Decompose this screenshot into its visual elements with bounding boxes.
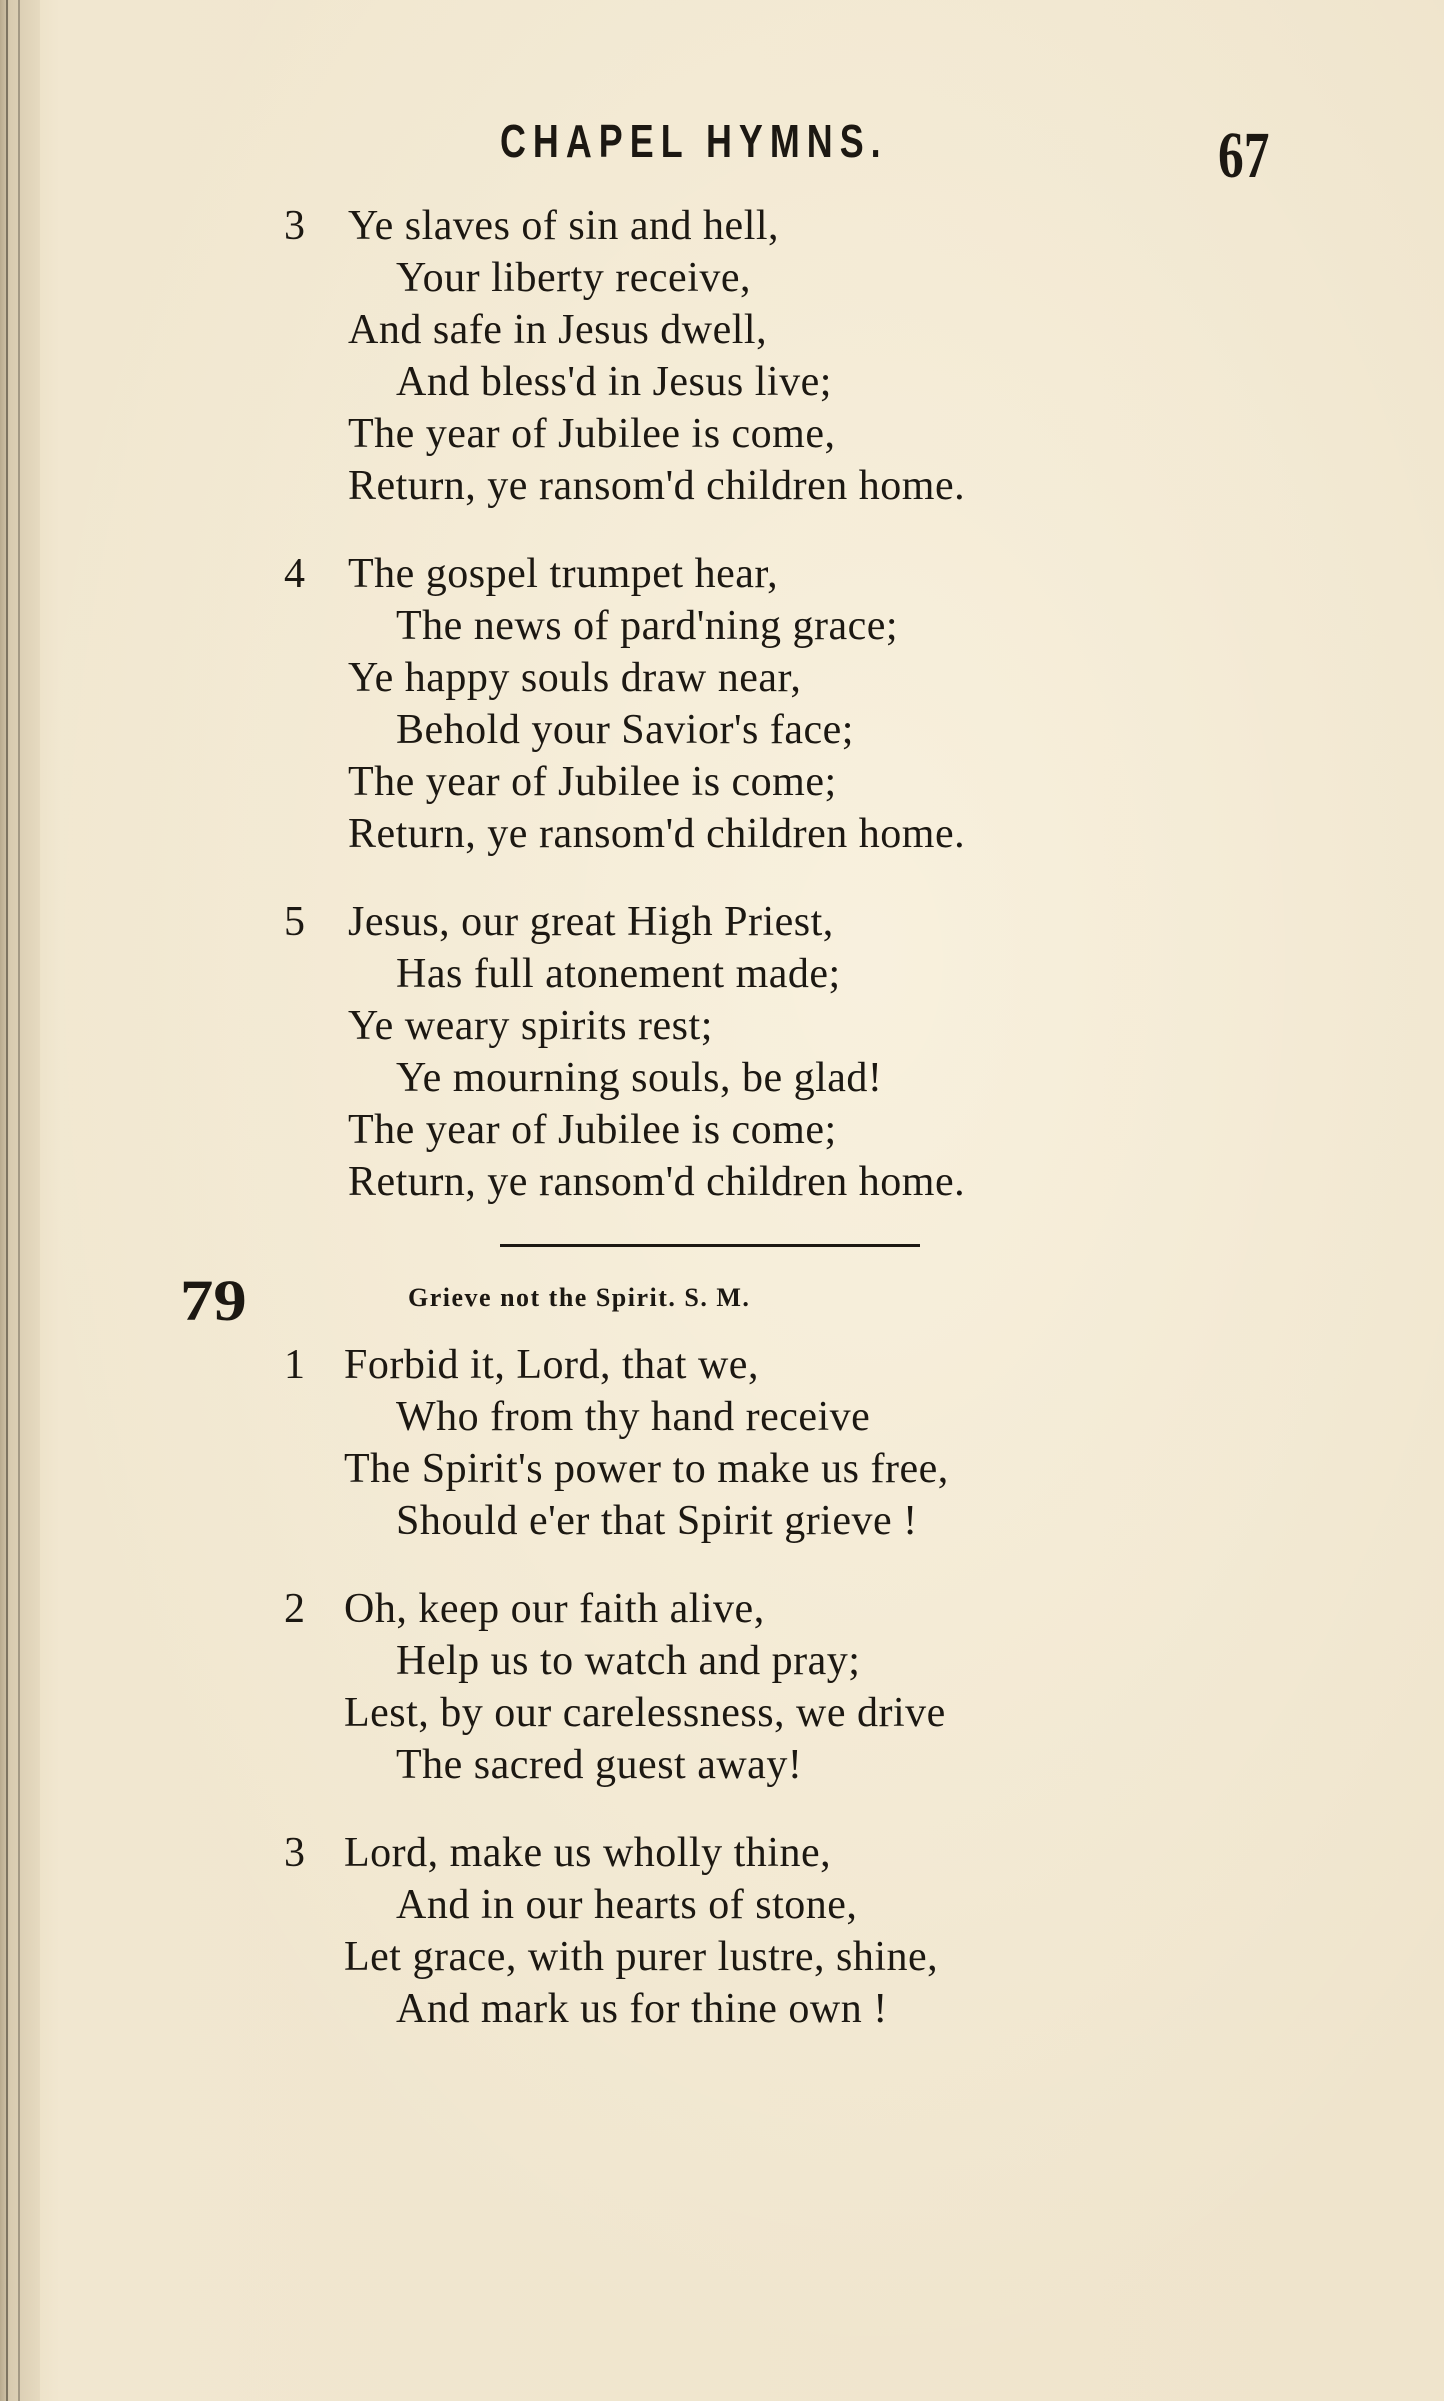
verse-line: The year of Jubilee is come; [348, 759, 837, 805]
verse-line: Should e'er that Spirit grieve ! [396, 1498, 918, 1544]
hymn-title: Grieve not the Spirit. S. M. [408, 1283, 751, 1312]
hymn-79-heading [0, 1261, 1444, 1333]
verse-line: Help us to watch and pray; [396, 1638, 861, 1684]
verse-line: Return, ye ransom'd children home. [348, 463, 966, 509]
verse-line: Ye weary spirits rest; [348, 1003, 713, 1049]
verse-line: Ye mourning souls, be glad! [396, 1055, 883, 1101]
hymn-78-verse-3 [284, 200, 1292, 512]
verse-line: Return, ye ransom'd children home. [348, 1159, 966, 1205]
verse-line: Return, ye ransom'd children home. [348, 811, 966, 857]
hymn-78-verse-5 [284, 896, 1292, 1208]
verse-line: And bless'd in Jesus live; [396, 359, 832, 405]
verse-number: 2 [284, 1586, 305, 1632]
verse-line: Lord, make us wholly thine, [344, 1830, 832, 1876]
verse-line: And in our hearts of stone, [396, 1882, 858, 1928]
verse-number: 1 [284, 1342, 305, 1388]
hymn-79-verse-2 [284, 1583, 1292, 1791]
verse-line: Jesus, our great High Priest, [348, 899, 834, 945]
verse-number: 3 [284, 1830, 305, 1876]
verse-number: 5 [284, 899, 305, 945]
verse-line: The Spirit's power to make us free, [344, 1446, 949, 1492]
verse-number: 3 [284, 203, 305, 249]
verse-line: The news of pard'ning grace; [396, 603, 899, 649]
verse-line: Oh, keep our faith alive, [344, 1586, 765, 1632]
hymn-78-verse-4 [284, 548, 1292, 860]
page-header [0, 108, 1444, 192]
verse-line: Forbid it, Lord, that we, [344, 1342, 759, 1388]
verse-line: The gospel trumpet hear, [348, 551, 779, 597]
verse-line: Has full atonement made; [396, 951, 841, 997]
verse-line: The year of Jubilee is come; [348, 1107, 837, 1153]
page-number: 67 [1218, 119, 1270, 192]
verse-line: The year of Jubilee is come, [348, 411, 836, 457]
hymn-79-verse-3 [284, 1827, 1292, 2035]
page-content [0, 200, 1444, 2071]
verse-number: 4 [284, 551, 305, 597]
running-title: CHAPEL HYMNS. [500, 115, 888, 167]
verse-line: Let grace, with purer lustre, shine, [344, 1934, 939, 1980]
verse-line: The sacred guest away! [396, 1742, 803, 1788]
hymn-number: 79 [180, 1268, 247, 1333]
hymn-divider-rule [500, 1244, 920, 1247]
verse-line: Your liberty receive, [396, 255, 751, 301]
verse-line: Behold your Savior's face; [396, 707, 854, 753]
hymn-79-verse-1 [284, 1339, 1292, 1547]
verse-line: Ye slaves of sin and hell, [348, 203, 780, 249]
verse-line: Who from thy hand receive [396, 1394, 871, 1440]
verse-line: And safe in Jesus dwell, [348, 307, 768, 353]
verse-line: And mark us for thine own ! [396, 1986, 888, 2032]
verse-line: Ye happy souls draw near, [348, 655, 802, 701]
verse-line: Lest, by our carelessness, we drive [344, 1690, 946, 1736]
